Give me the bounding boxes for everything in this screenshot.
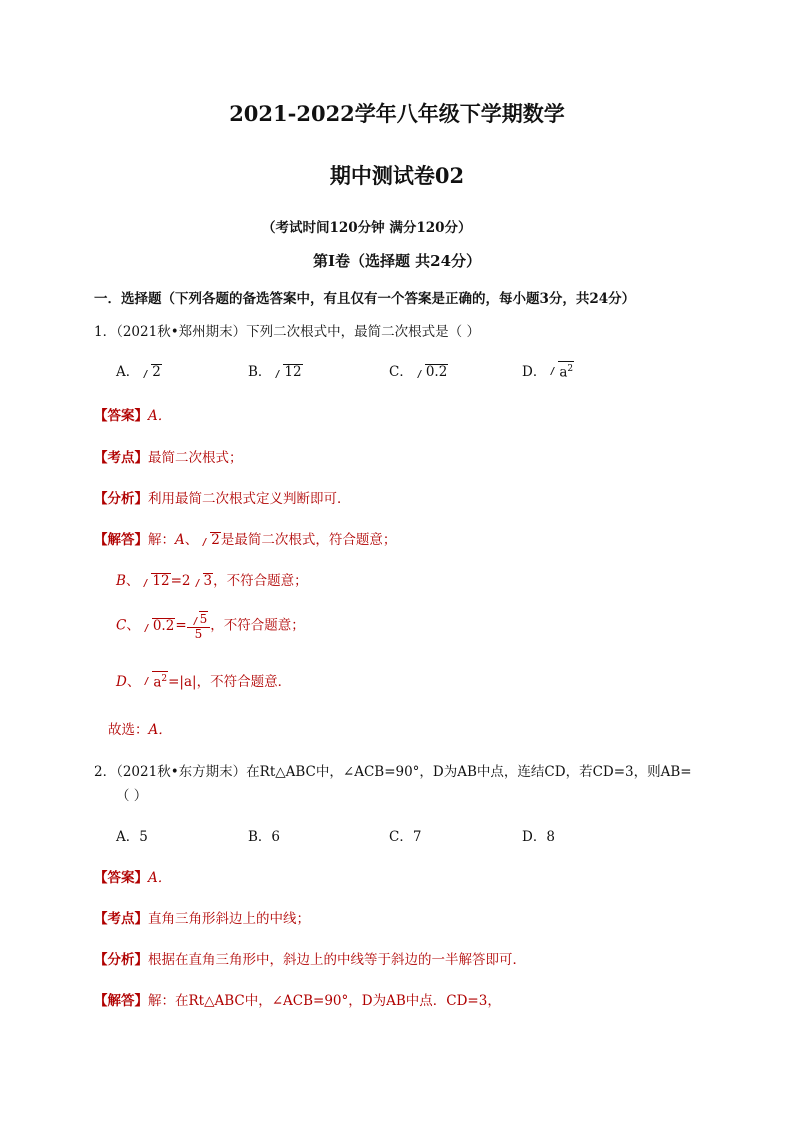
q1-line-b: B、 12=2 3，不符合题意； — [116, 573, 308, 589]
q1-kaodian: 【考点】最简二次根式； — [94, 450, 243, 466]
page-title: 2021-2022学年八年级下学期数学 — [229, 101, 565, 126]
q1-line-c: C、 0.2= $\frac{5}{5}$ ，不符合题意； — [116, 612, 305, 641]
q2-answer: 【答案】A． — [94, 870, 172, 886]
question-2-stem-cont: （ ） — [116, 788, 148, 804]
question-1-stem: 1．（2021秋•郑州期末）下列二次根式中，最简二次根式是（ ） — [94, 324, 480, 340]
page-subtitle: 期中测试卷02 — [329, 163, 465, 188]
fraction: $\frac{5}{5}$ — [187, 611, 211, 641]
part-title: 第Ⅰ卷（选择题 共24分） — [312, 252, 482, 270]
q1-line-d: D、 $a^2=|a|$，不符合题意． — [116, 670, 291, 690]
q2-kaodian: 【考点】直角三角形斜边上的中线； — [94, 911, 310, 927]
sqrt-symbol: $a^2$ — [548, 361, 574, 381]
q1-choose: 故选：A． — [108, 722, 172, 738]
q2-option-a: A．5 — [116, 829, 148, 845]
sqrt-symbol: 0.2 — [415, 364, 448, 380]
q2-option-c: C．7 — [389, 829, 422, 845]
exam-info: （考试时间120分钟 满分120分） — [262, 220, 472, 236]
q1-fenxi: 【分析】利用最简二次根式定义判断即可． — [94, 491, 351, 507]
sqrt-symbol: 2 — [141, 364, 162, 380]
q2-option-d: D．8 — [522, 829, 555, 845]
q1-option-b: B． 12 — [248, 364, 302, 380]
question-2-stem: 2．（2021秋•东方期末）在Rt△ABC中，∠ACB=90°，D为AB中点，连结CD，若CD=3，则AB= — [94, 764, 692, 780]
q1-option-d: D． $a^2$ — [522, 360, 574, 380]
q1-jieda: 【解答】解：A、 2是最简二次根式，符合题意； — [94, 532, 397, 548]
section-heading: 一．选择题（下列各题的备选答案中，有且仅有一个答案是正确的，每小题3分，共24分） — [94, 291, 636, 307]
q2-jieda: 【解答】解：在Rt△ABC中，∠ACB=90°，D为AB中点．CD=3， — [94, 993, 501, 1009]
q1-answer: 【答案】A． — [94, 408, 172, 424]
q1-option-c: C． 0.2 — [389, 364, 448, 380]
q2-option-b: B．6 — [248, 829, 281, 845]
q1-option-a: A． 2 — [116, 364, 161, 380]
sqrt-symbol: 12 — [273, 364, 302, 380]
q2-fenxi: 【分析】根据在直角三角形中，斜边上的中线等于斜边的一半解答即可． — [94, 952, 526, 968]
